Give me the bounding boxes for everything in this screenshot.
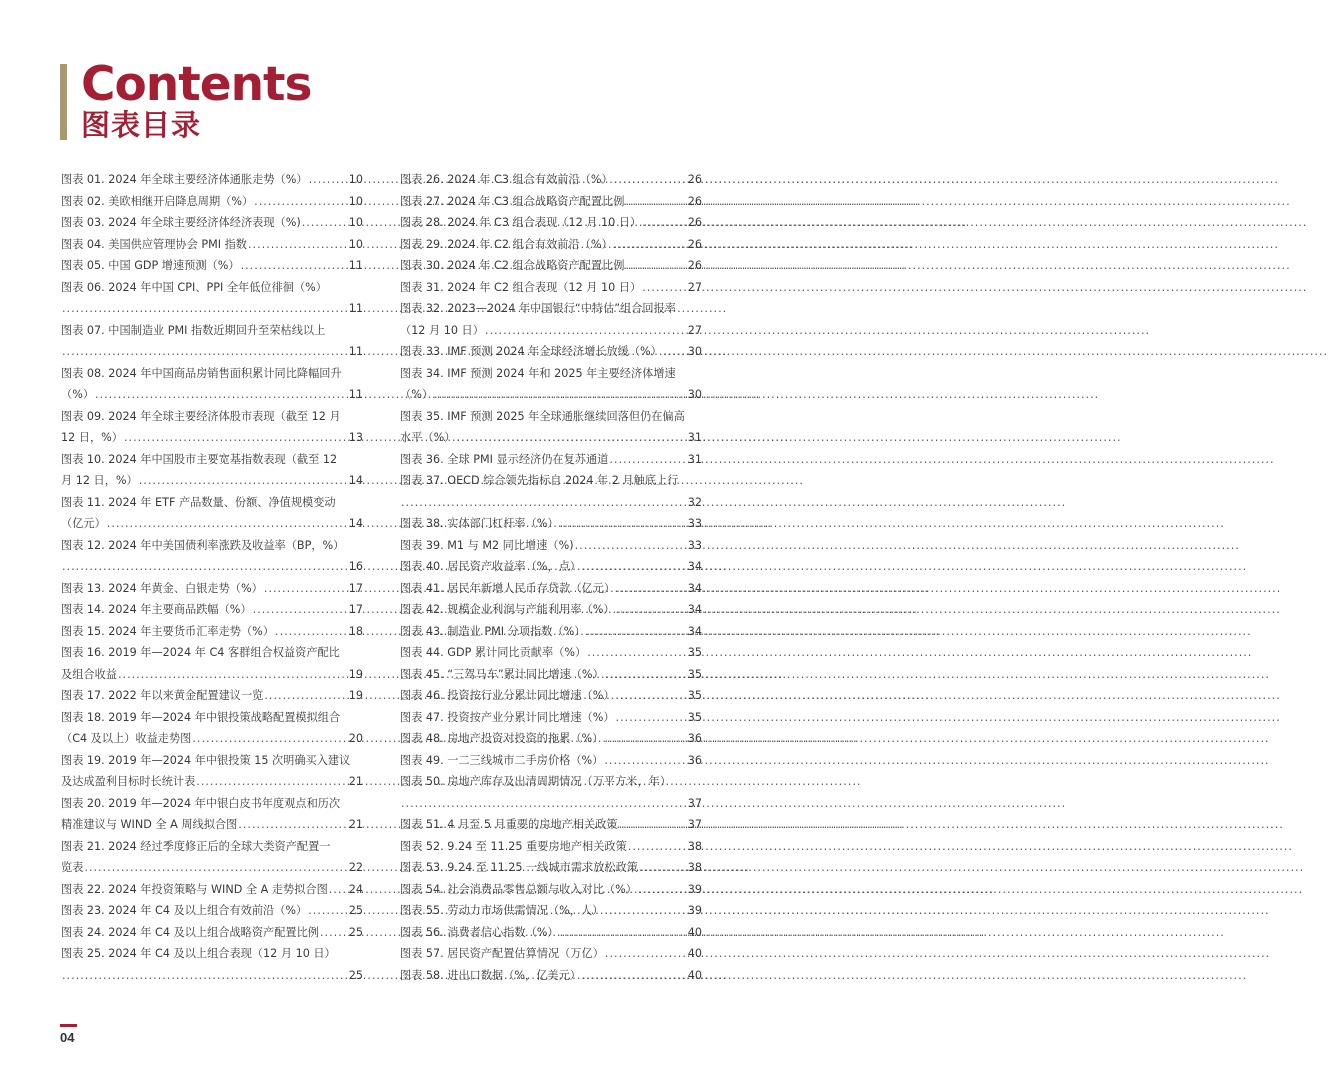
toc-entry-page: 10	[348, 237, 363, 251]
dot-leader	[609, 449, 686, 471]
toc-entry-page: 14	[348, 517, 363, 530]
toc-entry-page: 39	[687, 882, 702, 896]
toc-entry[interactable]	[400, 212, 702, 234]
dot-leader	[604, 750, 686, 772]
dot-leader	[196, 771, 347, 793]
toc-entry-label: （12 月 10 日）	[400, 323, 484, 337]
toc-entry-label: 图表 42. 规模企业利润与产能利用率（%）	[400, 603, 615, 616]
toc-entry-page: 36	[687, 753, 702, 767]
toc-entry-label: 图表 19. 2019 年—2024 年中银投策 15 次明确买入建议	[61, 753, 351, 767]
dot-leader	[241, 255, 348, 277]
dot-leader	[302, 212, 348, 234]
toc-entry-label: 图表 43. 制造业 PMI 分项指数（%）	[400, 624, 586, 638]
toc-entry-label: 图表 08. 2024 年中国商品房销售面积累计同比降幅回升	[61, 366, 342, 380]
toc-entry[interactable]	[61, 879, 363, 901]
toc-entry[interactable]	[61, 363, 363, 406]
dot-leader	[485, 320, 687, 342]
dot-leader	[619, 814, 687, 836]
toc-entry-page: 10	[348, 194, 363, 208]
page-number: 04	[60, 1030, 75, 1045]
dot-leader	[264, 578, 348, 600]
toc-entry-label: 图表 20. 2019 年—2024 年中银白皮书年度观点和历次	[61, 796, 341, 810]
toc-entry-page: 31	[687, 452, 702, 466]
toc-entry-label: 水平（%）	[400, 431, 456, 444]
toc-entry-page: 30	[687, 345, 702, 358]
toc-entry-page: 10	[348, 173, 363, 186]
toc-entry-page: 25	[348, 904, 363, 917]
dot-leader	[238, 814, 347, 836]
toc-entry-label: 图表 55. 劳动力市场供需情况（%，人）	[400, 904, 604, 917]
dot-leader	[456, 427, 686, 449]
toc-entry-label: 图表 05. 中国 GDP 增速预测（%）	[61, 259, 240, 272]
dot-leader	[62, 341, 348, 363]
dot-leader	[586, 621, 686, 643]
toc-entry[interactable]	[400, 879, 702, 901]
dot-leader	[616, 578, 687, 600]
toc-entry-page: 34	[687, 581, 702, 595]
toc-entry-page: 40	[687, 925, 702, 939]
dot-leader	[253, 599, 348, 621]
toc-entry-label: 图表 30. 2024 年 C2 组合战略资产配置比例	[400, 259, 625, 272]
toc-entry-label: 图表 44. GDP 累计同比贡献率（%）	[400, 646, 587, 659]
toc-column-right	[400, 169, 702, 986]
toc-entry-page: 11	[348, 302, 363, 315]
toc-entry-page: 11	[348, 345, 363, 358]
toc-entry[interactable]	[400, 965, 702, 987]
toc-entry-label: 图表 33. IMF 预测 2024 年全球经济增长放缓（%）	[400, 345, 662, 358]
dot-leader	[560, 513, 687, 535]
toc-entry[interactable]	[61, 793, 363, 836]
toc-entry[interactable]	[400, 191, 702, 213]
toc-entry-page: 40	[687, 968, 702, 982]
toc-entry-label: 图表 51. 4 月至 5 月重要的房地产相关政策	[400, 818, 618, 831]
toc-entry[interactable]	[400, 535, 702, 557]
toc-entry-label: 图表 09. 2024 年全球主要经济体股市表现（截至 12 月	[61, 409, 341, 423]
toc-entry-label: （C4 及以上）收益走势图	[61, 732, 192, 745]
toc-entry[interactable]	[400, 621, 702, 643]
toc-entry-label: 图表 54. 社会消费品零售总额与收入对比（%）	[400, 882, 637, 896]
toc-entry-page: 33	[687, 538, 702, 552]
toc-entry-page: 13	[348, 431, 363, 444]
toc-entry-label: 图表 49. 一二三线城市二手房价格（%）	[400, 753, 604, 767]
dot-leader	[95, 384, 348, 406]
toc-entry[interactable]	[61, 492, 363, 535]
dot-leader	[642, 212, 687, 234]
toc-entry-page: 21	[348, 775, 363, 788]
toc-entry[interactable]	[61, 255, 363, 277]
toc-entry-page: 17	[348, 581, 363, 595]
dot-leader	[139, 470, 348, 492]
toc-entry-label: 图表 17. 2022 年以来黄金配置建议一览	[61, 689, 264, 702]
toc-entry[interactable]	[61, 900, 363, 922]
toc-entry-label: 图表 18. 2019 年—2024 年中银投策战略配置模拟组合	[61, 710, 341, 724]
toc-entry-page: 26	[687, 173, 702, 186]
dot-leader	[275, 621, 348, 643]
toc-entry[interactable]	[61, 449, 363, 492]
toc-entry-page: 26	[687, 194, 702, 208]
toc-entry-label: （%）	[61, 388, 95, 401]
toc-entry-label: 图表 40. 居民资产收益率（%，点）	[400, 560, 581, 573]
dot-leader	[248, 234, 348, 256]
toc-entry-page: 38	[687, 839, 702, 853]
toc-entry[interactable]	[400, 234, 702, 256]
dot-leader	[254, 191, 348, 213]
toc-entry-page: 20	[348, 732, 363, 745]
toc-entry[interactable]	[400, 814, 702, 836]
toc-entry[interactable]	[400, 449, 702, 471]
toc-entry-page: 22	[348, 861, 363, 874]
dot-leader	[84, 857, 347, 879]
toc-entry-page: 36	[687, 732, 702, 745]
toc-entry[interactable]	[400, 685, 702, 707]
toc-entry-page: 26	[687, 259, 702, 272]
dot-leader	[582, 556, 687, 578]
toc-entry-label: 图表 58. 进出口数据（%，亿美元）	[400, 968, 581, 982]
toc-entry-label: （亿元）	[61, 517, 106, 530]
toc-entry[interactable]	[61, 707, 363, 750]
toc-entry[interactable]	[400, 922, 702, 944]
toc-entry-label: 图表 56. 消费者信心指数（%）	[400, 925, 559, 939]
toc-entry[interactable]	[400, 707, 702, 729]
toc-entry-label: 图表 37. OECD 综合领先指标自 2024 年 2 月触底上行	[400, 474, 679, 487]
dot-leader	[605, 664, 687, 686]
dot-leader	[401, 492, 687, 514]
toc-entry[interactable]	[400, 255, 702, 277]
toc-entry-page: 19	[348, 689, 363, 702]
toc-entry-label: 图表 48. 房地产投资对投资的拖累（%）	[400, 732, 604, 745]
toc-entry-label: 图表 27. 2024 年 C3 组合战略资产配置比例	[400, 194, 625, 208]
toc-entry-label: 图表 14. 2024 年主要商品跌幅（%）	[61, 603, 252, 616]
dot-leader	[309, 169, 348, 191]
dot-leader	[625, 191, 686, 213]
dot-leader	[614, 234, 687, 256]
toc-entry-label: 12 日，%）	[61, 431, 123, 444]
toc-entry-label: 图表 41. 居民年新增人民币存贷款（亿元）	[400, 581, 616, 595]
toc-entry-page: 35	[687, 646, 702, 659]
toc-entry[interactable]	[400, 836, 702, 858]
dot-leader	[616, 599, 687, 621]
toc-entry-label: 图表 23. 2024 年 C4 及以上组合有效前沿（%）	[61, 904, 308, 917]
toc-entry-label: 图表 11. 2024 年 ETF 产品数量、份额、净值规模变动	[61, 495, 336, 509]
toc-entry-label: 图表 16. 2019 年—2024 年 C4 客群组合权益资产配比	[61, 646, 340, 659]
toc-entry-page: 39	[687, 904, 702, 917]
toc-entry-page: 17	[348, 603, 363, 616]
toc-entry-label: 图表 10. 2024 年中国股市主要宽基指数表现（截至 12	[61, 452, 338, 466]
toc-entry-label: 图表 22. 2024 年投资策略与 WIND 全 A 走势拟合图	[61, 882, 328, 896]
page-number-accent	[60, 1024, 77, 1027]
toc-entry[interactable]	[400, 406, 702, 449]
dot-leader	[663, 341, 687, 363]
page-subtitle: 图表目录	[81, 108, 202, 142]
toc-entry-page: 34	[687, 560, 702, 573]
dot-leader	[604, 900, 686, 922]
toc-entry-page: 19	[348, 667, 363, 681]
toc-entry[interactable]	[61, 943, 363, 986]
dot-leader	[575, 535, 687, 557]
toc-entry-page: 37	[687, 818, 702, 831]
toc-entry[interactable]	[400, 470, 702, 513]
toc-entry-page: 32	[687, 495, 702, 509]
toc-entry-label: 图表 03. 2024 年全球主要经济体经济表现（%)	[61, 216, 301, 229]
toc-entry-label: 图表 34. IMF 预测 2024 年和 2025 年主要经济体增速	[400, 366, 676, 380]
toc-entry-page: 27	[687, 323, 702, 337]
toc-entry-page: 40	[687, 947, 702, 960]
toc-entry-label: 图表 29. 2024 年 C2 组合有效前沿（%）	[400, 237, 613, 251]
toc-entry[interactable]	[61, 836, 363, 879]
toc-entry-label: （%）	[400, 388, 434, 401]
dot-leader	[107, 513, 348, 535]
toc-entry[interactable]	[61, 277, 363, 320]
toc-entry-label: 图表 36. 全球 PMI 显示经济仍在复苏通道	[400, 452, 609, 466]
dot-leader	[628, 836, 687, 858]
toc-entry-label: 图表 47. 投资按产业分累计同比增速（%）	[400, 710, 615, 724]
toc-entry[interactable]	[400, 578, 702, 600]
dot-leader	[560, 922, 687, 944]
toc-entry[interactable]	[400, 341, 702, 363]
toc-entry-page: 16	[348, 560, 363, 573]
toc-entry-page: 10	[348, 216, 363, 229]
toc-entry-label: 图表 45. “三驾马车”累计同比增速（%）	[400, 667, 604, 681]
dot-leader	[605, 943, 687, 965]
toc-entry-page: 27	[687, 280, 702, 294]
dot-leader	[62, 965, 348, 987]
toc-entry[interactable]	[61, 535, 363, 578]
toc-entry[interactable]	[61, 578, 363, 600]
toc-entry-page: 35	[687, 689, 702, 702]
toc-entry[interactable]	[61, 320, 363, 363]
toc-entry[interactable]	[400, 857, 702, 879]
toc-entry-label: 图表 46. 投资按行业分累计同比增速（%）	[400, 689, 615, 702]
toc-entry-label: 图表 07. 中国制造业 PMI 指数近期回升至荣枯线以上	[61, 323, 326, 337]
toc-entry-page: 35	[687, 710, 702, 724]
toc-entry[interactable]	[61, 621, 363, 643]
toc-entry-page: 11	[348, 388, 363, 401]
dot-leader	[616, 707, 687, 729]
toc-entry-page: 24	[348, 882, 363, 896]
toc-entry-label: 览表	[61, 861, 84, 874]
toc-entry-page: 34	[687, 603, 702, 616]
toc-entry-page: 35	[687, 667, 702, 681]
toc-entry[interactable]	[61, 922, 363, 944]
toc-entry[interactable]	[61, 169, 363, 191]
toc-entry-label: 及组合收益	[61, 667, 117, 681]
toc-entry-page: 21	[348, 818, 363, 831]
toc-entry-label: 图表 28. 2024 年 C3 组合表现（12 月 10 日）	[400, 216, 642, 229]
toc-entry-page: 18	[348, 624, 363, 638]
toc-entry[interactable]	[61, 234, 363, 256]
toc-entry-page: 34	[687, 624, 702, 638]
dot-leader	[401, 793, 687, 815]
dot-leader	[264, 685, 347, 707]
toc-entry-page: 38	[687, 861, 702, 874]
toc-entry-label: 图表 52. 9.24 至 11.25 重要房地产相关政策	[400, 839, 627, 853]
toc-entry-label: 图表 06. 2024 年中国 CPI、PPI 全年低位徘徊（%）	[61, 280, 327, 294]
dot-leader	[625, 255, 686, 277]
toc-entry-label: 图表 04. 美国供应管理协会 PMI 指数	[61, 237, 247, 251]
dot-leader	[118, 664, 348, 686]
toc-entry[interactable]	[61, 642, 363, 685]
toc-entry[interactable]	[400, 599, 702, 621]
toc-entry[interactable]	[400, 664, 702, 686]
toc-entry-page: 25	[348, 925, 363, 939]
toc-entry-page: 31	[687, 431, 702, 444]
toc-entry-label: 图表 21. 2024 经过季度修正后的全球大类资产配置一	[61, 839, 331, 853]
title-accent-bar	[60, 64, 67, 140]
toc-entry[interactable]	[61, 599, 363, 621]
toc-entry[interactable]	[400, 298, 702, 341]
toc-entry-label: 精准建议与 WIND 全 A 周线拟合图	[61, 818, 238, 831]
toc-entry-label: 图表 32. 2023—2024 年中国银行“中特估”组合回报率	[400, 302, 676, 315]
toc-entry-label: 图表 53. 9.24 至 11.25 一线城市需求放松政策	[400, 861, 638, 874]
dot-leader	[616, 685, 687, 707]
toc-entry[interactable]	[400, 513, 702, 535]
dot-leader	[587, 642, 687, 664]
toc-entry[interactable]	[400, 642, 702, 664]
toc-entry-label: 图表 24. 2024 年 C4 及以上组合战略资产配置比例	[61, 925, 319, 939]
toc-entry-label: 月 12 日，%）	[61, 474, 138, 487]
dot-leader	[62, 556, 348, 578]
toc-entry[interactable]	[400, 728, 702, 750]
dot-leader	[320, 922, 348, 944]
toc-entry[interactable]	[61, 685, 363, 707]
toc-entry[interactable]	[61, 191, 363, 213]
toc-entry-page: 30	[687, 388, 702, 401]
toc-entry[interactable]	[400, 750, 702, 772]
toc-entry-label: 及达成盈利目标时长统计表	[61, 775, 196, 788]
dot-leader	[124, 427, 348, 449]
toc-entry[interactable]	[61, 406, 363, 449]
dot-leader	[582, 965, 687, 987]
toc-entry[interactable]	[61, 750, 363, 793]
toc-entry[interactable]	[61, 212, 363, 234]
toc-entry[interactable]	[400, 363, 702, 406]
toc-column-left	[61, 169, 363, 986]
toc-entry-page: 37	[687, 796, 702, 810]
toc-entry-label: 图表 35. IMF 预测 2025 年全球通胀继续回落但仍在偏高	[400, 409, 685, 423]
dot-leader	[639, 857, 687, 879]
toc-entry-page: 26	[687, 237, 702, 251]
toc-entry-label: 图表 39. M1 与 M2 同比增速（%)	[400, 538, 574, 552]
toc-entry-label: 图表 57. 居民资产配置估算情况（万亿）	[400, 947, 604, 960]
toc-entry[interactable]	[400, 771, 702, 814]
toc-entry[interactable]	[400, 900, 702, 922]
toc-entry-label: 图表 50. 房地产库存及出清周期情况（万平方米，年）	[400, 775, 672, 788]
dot-leader	[329, 879, 348, 901]
dot-leader	[604, 728, 686, 750]
toc-entry-label: 图表 26. 2024 年 C3 组合有效前沿（%）	[400, 173, 613, 186]
dot-leader	[642, 277, 687, 299]
toc-entry[interactable]	[400, 943, 702, 965]
dot-leader	[62, 298, 348, 320]
toc-entry[interactable]	[400, 277, 702, 299]
toc-entry-label: 图表 12. 2024 年中美国债利率涨跌及收益率（BP，%）	[61, 538, 345, 552]
toc-entry-label: 图表 01. 2024 年全球主要经济体通胀走势（%）	[61, 173, 308, 186]
toc-entry[interactable]	[400, 556, 702, 578]
toc-entry-label: 图表 02. 美欧相继开启降息周期（%）	[61, 194, 254, 208]
toc-entry-page: 33	[687, 517, 702, 530]
dot-leader	[434, 384, 687, 406]
dot-leader	[308, 900, 348, 922]
toc-entry-label: 图表 38. 实体部门杠杆率（%）	[400, 517, 559, 530]
toc-entry-page: 11	[348, 259, 363, 272]
toc-entry-page: 14	[348, 474, 363, 487]
toc-entry-label: 图表 31. 2024 年 C2 组合表现（12 月 10 日）	[400, 280, 642, 294]
page-title: Contents	[81, 57, 312, 112]
toc-entry-page: 25	[348, 968, 363, 982]
toc-entry-label: 图表 15. 2024 年主要货币汇率走势（%）	[61, 624, 275, 638]
dot-leader	[192, 728, 347, 750]
toc-entry-label: 图表 13. 2024 年黄金、白银走势（%）	[61, 581, 263, 595]
dot-leader	[614, 169, 687, 191]
toc-entry-page: 26	[687, 216, 702, 229]
toc-entry-label: 图表 25. 2024 年 C4 及以上组合表现（12 月 10 日）	[61, 947, 336, 960]
dot-leader	[638, 879, 687, 901]
toc-entry[interactable]	[400, 169, 702, 191]
